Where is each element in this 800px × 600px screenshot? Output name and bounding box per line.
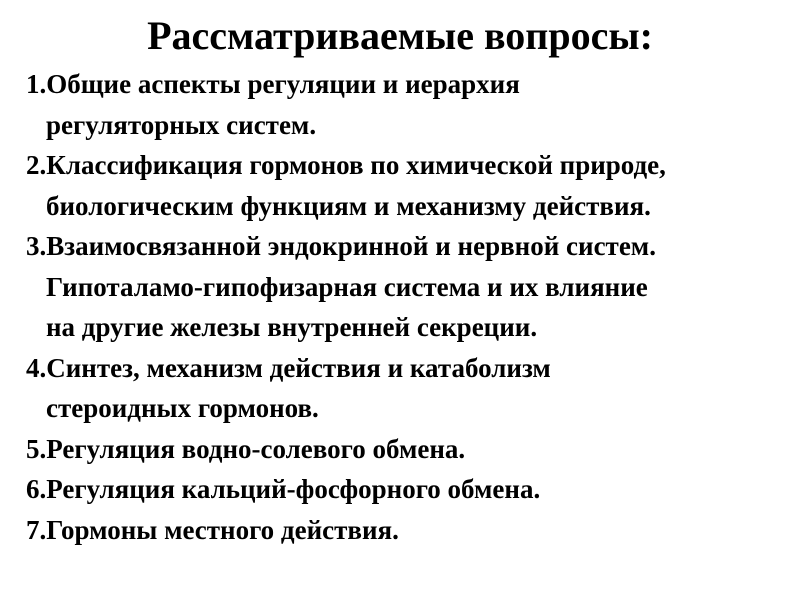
item-text: Общие аспекты регуляции и иерархия xyxy=(46,69,520,99)
item-text: Регуляция водно-солевого обмена. xyxy=(46,433,466,464)
item-text: Гормоны местного действия. xyxy=(46,514,399,545)
item-first-line xyxy=(26,145,792,186)
item-number: 4. xyxy=(26,352,47,383)
list-item xyxy=(26,64,792,145)
item-text: Синтез, механизм действия и катаболизм xyxy=(46,352,551,383)
list-item xyxy=(26,348,792,429)
item-number: 7. xyxy=(26,514,47,545)
item-continuation-line: биологическим функциям и механизму действия. xyxy=(46,190,651,221)
item-number: 2. xyxy=(26,150,47,180)
item-first-line xyxy=(26,510,792,551)
item-continuation-line: стероидных гормонов. xyxy=(46,393,319,423)
item-first-line xyxy=(26,64,792,105)
item-number: 1. xyxy=(26,69,47,99)
item-continuation-line: на другие железы внутренней секреции. xyxy=(46,312,538,342)
list-item xyxy=(26,469,792,510)
item-text: Регуляция кальций-фосфорного обмена. xyxy=(46,474,541,504)
item-text: Классификация гормонов по химической природе, xyxy=(46,150,666,180)
topics-list xyxy=(26,64,792,550)
slide-title: Рассматриваемые вопросы: xyxy=(147,13,653,58)
item-text: Взаимосвязанной эндокринной и нервной систем. xyxy=(46,231,656,261)
item-first-line xyxy=(26,226,792,267)
item-number: 3. xyxy=(26,231,47,261)
item-continuation-line: регуляторных систем. xyxy=(46,109,317,140)
list-item xyxy=(26,145,792,226)
item-first-line xyxy=(26,469,792,510)
item-number: 6. xyxy=(26,474,47,504)
item-continuation-line: Гипоталамо-гипофизарная система и их влияние xyxy=(46,271,648,302)
item-first-line xyxy=(26,348,792,389)
list-item xyxy=(26,429,792,470)
list-item xyxy=(26,510,792,551)
item-number: 5. xyxy=(26,433,47,464)
list-item xyxy=(26,226,792,348)
item-first-line xyxy=(26,429,792,470)
